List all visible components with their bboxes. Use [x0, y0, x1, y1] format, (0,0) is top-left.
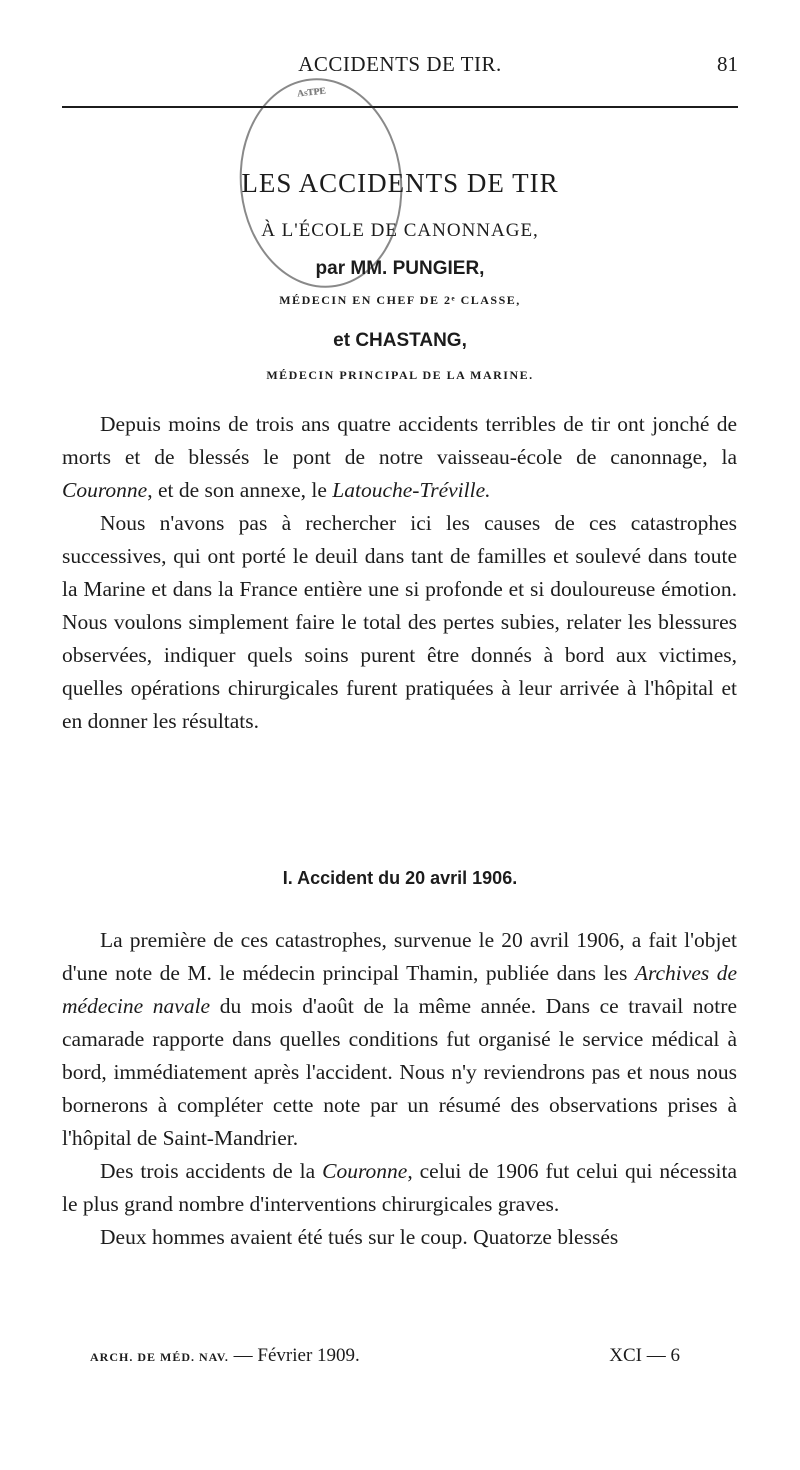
section-heading: I. Accident du 20 avril 1906. — [282, 868, 518, 888]
header-rule — [62, 106, 738, 108]
footer-journal: ARCH. DE MÉD. NAV. — [90, 1350, 229, 1364]
section-paragraph-2: Des trois accidents de la Couronne, celui de 1906 fut celui qui nécessita le plus grand nombre d'interventions chirurgicales graves. — [62, 1159, 738, 1216]
stamp-text: ᴬˢᵀᴾᴱ — [296, 85, 327, 105]
intro-text — [62, 408, 737, 738]
page-footer — [90, 1345, 710, 1369]
article-title: LES ACCIDENTS DE TIR — [241, 168, 559, 198]
footer-date: — Février 1909. — [233, 1345, 360, 1366]
ship-name-latouche: Latouche-Tréville. — [332, 478, 491, 502]
intro-paragraph-2: Nous n'avons pas à rechercher ici les causes de ces catastrophes successives, qui ont porté le deuil dans tant de familles et soulevé dans toute la Marine et dans la France entière une si profonde et si douloureuse émotion. Nous voulons simplement faire le total des pertes subies, relater les blessures observées, indiquer quels soins purent être donnés à bord aux victimes, quelles opérations chirurgicales furent pratiquées à leur arrivée à l'hôpital et en donner les résultats. — [62, 511, 737, 733]
section-paragraph-3: Deux hommes avaient été tués sur le coup. Quatorze blessés — [100, 1225, 619, 1249]
section-paragraph-1: La première de ces catastrophes, survenue le 20 avril 1906, a fait l'objet d'une note de M. le médecin principal Thamin, publiée dans les Archives de médecine navale du mois d'août de la même année. Dans ce travail notre camarade rapporte dans quelles conditions fut organisé le service médical à bord, immédiatement après l'accident. Nous n'y reviendrons pas et nous nous bornerons à compléter cette note par un résumé des observations prises à l'hôpital de Saint-Mandrier. — [62, 928, 737, 1150]
page-number: 81 — [717, 52, 738, 76]
footer-sheet: XCI — 6 — [609, 1345, 680, 1366]
section-text — [62, 924, 737, 1254]
author-chastang-role: MÉDECIN PRINCIPAL DE LA MARINE. — [266, 368, 534, 382]
intro-paragraph-1: Depuis moins de trois ans quatre accidents terribles de tir ont jonché de morts et de blessés le pont de notre vaisseau-école de canonnage, la Couronne, et de son annexe, le Latouche-Tréville. — [62, 412, 737, 502]
article-subtitle: À L'ÉCOLE DE CANONNAGE, — [261, 220, 539, 241]
author-pungier-role: MÉDECIN EN CHEF DE 2ᵉ CLASSE, — [279, 293, 521, 307]
author-pungier: par MM. PUNGIER, — [315, 258, 485, 279]
running-title: ACCIDENTS DE TIR. — [298, 52, 502, 76]
running-head — [62, 52, 738, 82]
footer-citation — [90, 1345, 360, 1367]
ship-name-couronne: Couronne — [62, 478, 148, 502]
journal-title: Archives de médecine navale — [62, 961, 737, 1018]
ship-name-couronne-2: Couronne — [322, 1159, 408, 1183]
author-chastang: et CHASTANG, — [333, 330, 467, 351]
